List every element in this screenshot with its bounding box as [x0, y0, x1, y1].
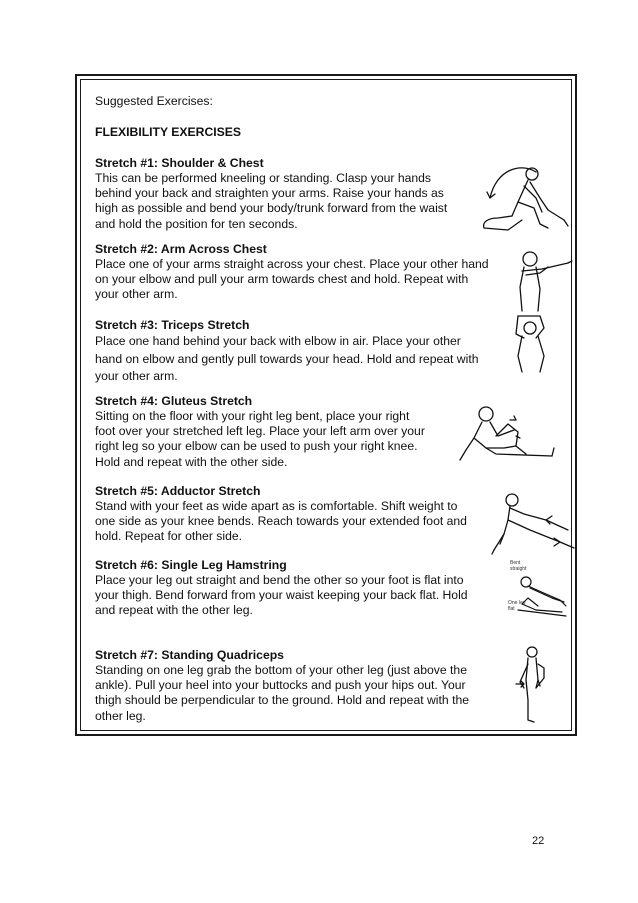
stretch-description [95, 409, 425, 470]
stretch-title: Stretch #6: Single Leg Hamstring [95, 558, 287, 572]
description-line: Sitting on the floor with your right leg bent, place your right [95, 409, 410, 423]
stretch-description [95, 333, 478, 386]
page-number: 22 [532, 835, 545, 847]
stretch-description [95, 663, 469, 724]
description-line: This can be performed kneeling or standing. Clasp your hands [95, 171, 432, 185]
description-line: right leg so your elbow can be used to push your right knee. [95, 439, 418, 454]
description-line: Place your leg out straight and bend the other so your foot is flat into [95, 573, 464, 587]
stretch-description [95, 573, 468, 619]
description-line: your other arm. [95, 369, 178, 383]
description-line: ankle). Pull your heel into your buttocks and push your hips out. Your [95, 678, 466, 693]
description-line: other leg. [95, 708, 146, 723]
arm-across-chest-figure [512, 245, 574, 315]
section-heading: FLEXIBILITY EXERCISES [95, 125, 242, 139]
adductor-stretch-figure [490, 490, 576, 558]
hamstring-label-top: Bent straight [510, 560, 527, 572]
stretch-title: Stretch #2: Arm Across Chest [95, 242, 267, 256]
stretch-title: Stretch #5: Adductor Stretch [95, 484, 261, 498]
description-line: foot over your stretched left leg. Place your left arm over your [95, 424, 425, 439]
gluteus-stretch-figure [456, 402, 556, 468]
description-line: Hold and repeat with the other side. [95, 454, 288, 469]
description-line: thigh should be perpendicular to the ground. Hold and repeat with the [95, 693, 470, 708]
description-line: and repeat with the other leg. [95, 603, 253, 618]
stretch-description [95, 171, 447, 232]
stretch-title: Stretch #1: Shoulder & Chest [95, 156, 264, 170]
stretch-title: Stretch #4: Gluteus Stretch [95, 394, 253, 408]
description-line: hold. Repeat for other side. [95, 529, 243, 544]
description-line: one side as your knee bends. Reach towards your extended foot and [95, 514, 467, 529]
stretch-description [95, 499, 467, 545]
description-line: behind your back and straighten your arms. Raise your hands as [95, 186, 444, 201]
description-line: high as possible and bend your body/trunk forward from the waist [95, 201, 448, 216]
stretch-title: Stretch #3: Triceps Stretch [95, 318, 250, 332]
description-line: Place one hand behind your back with elbow in air. Place your other [95, 334, 461, 348]
hamstring-label-bottom: One leg flat [508, 600, 526, 612]
description-line: Standing on one leg grab the bottom of your other leg (just above the [95, 663, 467, 677]
stretch-description [95, 257, 489, 303]
standing-quadriceps-figure [514, 644, 550, 724]
stretch-title: Stretch #7: Standing Quadriceps [95, 648, 284, 662]
shoulder-chest-stretch-figure [478, 158, 574, 234]
single-leg-hamstring-figure [508, 558, 570, 620]
description-line: your other arm. [95, 287, 178, 302]
description-line: hand on elbow and gently pull towards your head. Hold and repeat with [95, 351, 479, 366]
triceps-stretch-figure [510, 312, 556, 374]
description-line: Stand with your feet as wide apart as is comfortable. Shift weight to [95, 499, 458, 513]
description-line: and hold the position for ten seconds. [95, 216, 298, 231]
description-line: on your elbow and pull your arm towards chest and hold. Repeat with [95, 272, 469, 287]
description-line: your thigh. Bend forward from your waist keeping your back flat. Hold [95, 588, 468, 603]
description-line: Place one of your arms straight across your chest. Place your other hand [95, 257, 489, 271]
intro-text: Suggested Exercises: [95, 94, 213, 108]
